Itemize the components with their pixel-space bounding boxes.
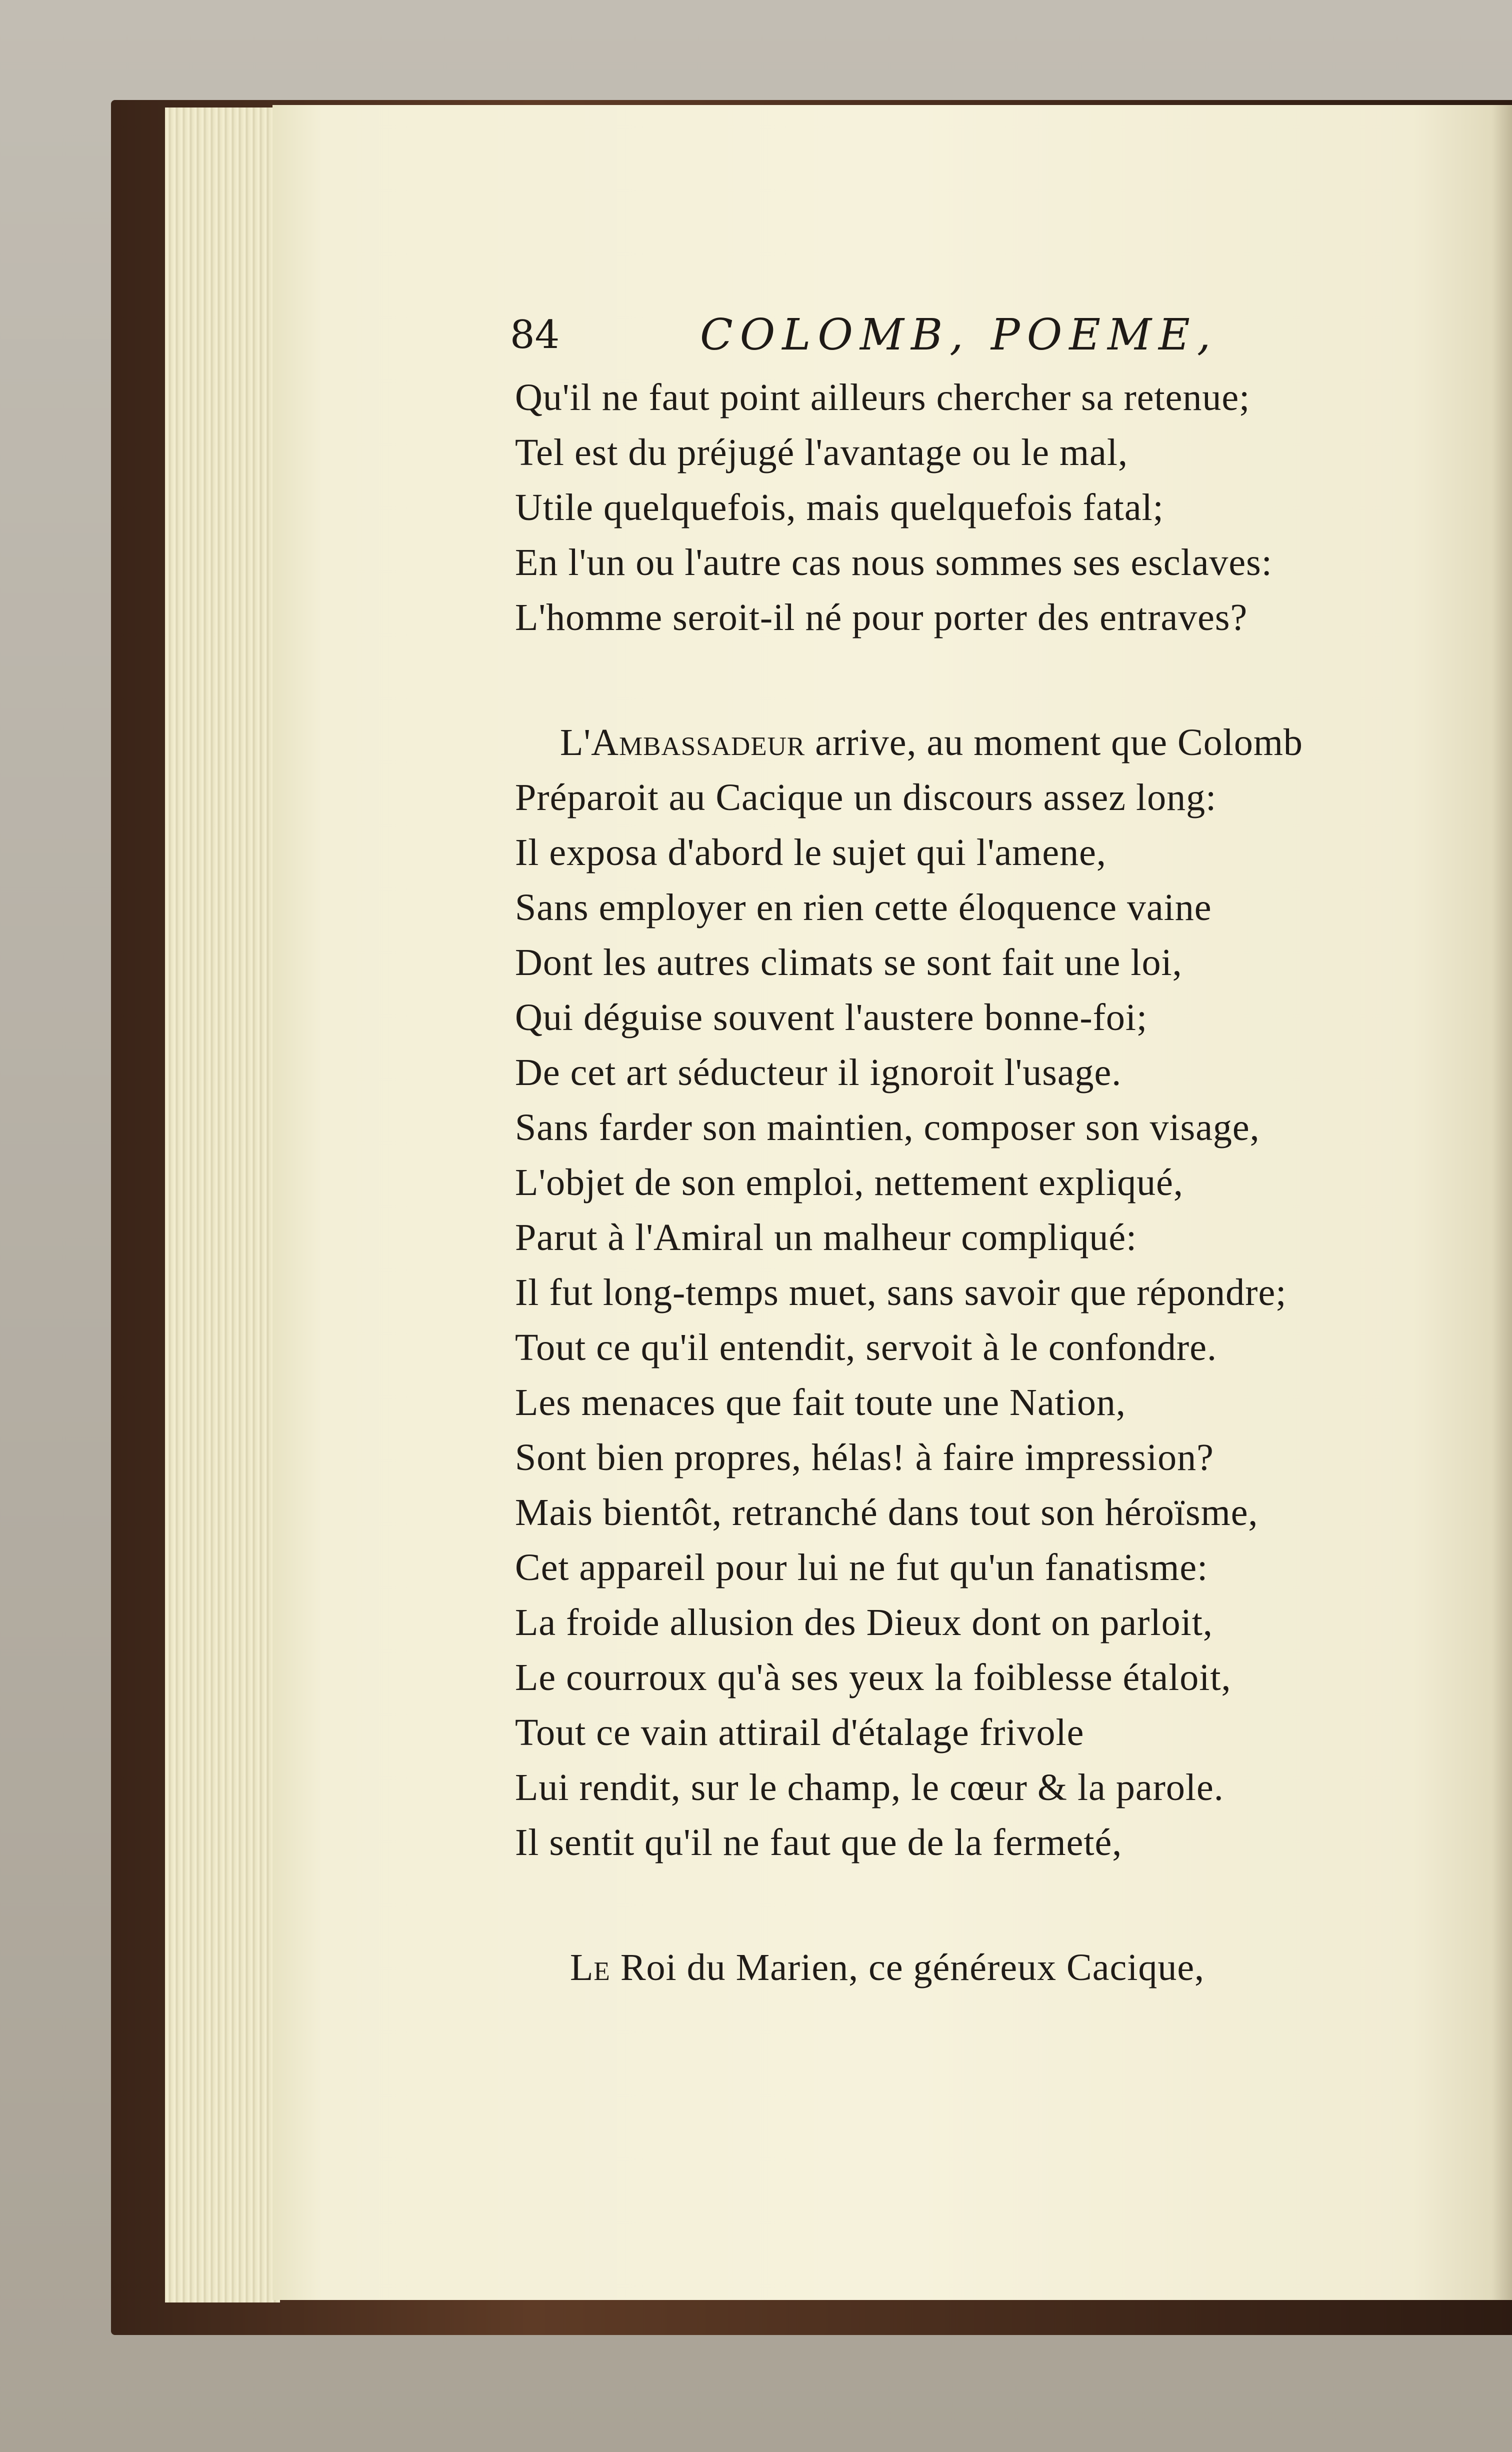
lead-word: Le xyxy=(570,1946,610,1988)
verse-line-lead xyxy=(515,715,1455,770)
stanza-3 xyxy=(515,1940,1455,1995)
page-header xyxy=(510,305,1360,365)
verse-line: Préparoit au Cacique un discours assez long: xyxy=(515,776,1217,818)
lead-rest: Roi du Marien, ce généreux Cacique, xyxy=(610,1946,1205,1988)
verse-line-lead xyxy=(515,1940,1455,1995)
verse-line: Il sentit qu'il ne faut que de la fermeté, xyxy=(515,1822,1122,1864)
lead-word: L'Ambassadeur xyxy=(560,722,806,764)
verse-line: Cet appareil pour lui ne fut qu'un fanatisme: xyxy=(515,1546,1208,1588)
gutter-shadow xyxy=(1492,105,1512,2300)
verse-line: Lui rendit, sur le champ, le cœur & la parole. xyxy=(515,1766,1224,1808)
page-edges xyxy=(165,108,280,2302)
verse-line: Dont les autres climats se sont fait une loi, xyxy=(515,942,1182,984)
lead-rest: arrive, au moment que Colomb xyxy=(805,722,1303,764)
poem-text xyxy=(515,370,1455,1995)
page-number: 84 xyxy=(510,312,560,358)
verse-line: L'objet de son emploi, nettement expliqué, xyxy=(515,1162,1184,1204)
verse-line: Parut à l'Amiral un malheur compliqué: xyxy=(515,1216,1138,1258)
verse-line: Tel est du préjugé l'avantage ou le mal, xyxy=(515,432,1128,474)
verse-line: Mais bientôt, retranché dans tout son héroïsme, xyxy=(515,1492,1258,1534)
verse-line: Utile quelquefois, mais quelquefois fatal; xyxy=(515,486,1164,528)
stanza-2 xyxy=(515,715,1455,1870)
verse-line: Les menaces que fait toute une Nation, xyxy=(515,1382,1126,1424)
stanza-break xyxy=(515,645,1455,715)
verse-line: Sans employer en rien cette éloquence vaine xyxy=(515,886,1212,928)
verse-line: Sont bien propres, hélas! à faire impression? xyxy=(515,1436,1214,1478)
verse-line: Qu'il ne faut point ailleurs chercher sa retenue; xyxy=(515,376,1250,418)
verse-line: En l'un ou l'autre cas nous sommes ses esclaves: xyxy=(515,542,1272,584)
verse-line: Tout ce qu'il entendit, servoit à le confondre. xyxy=(515,1326,1217,1368)
stanza-break xyxy=(515,1870,1455,1940)
verse-line: De cet art séducteur il ignoroit l'usage. xyxy=(515,1052,1122,1094)
verse-line: Qui déguise souvent l'austere bonne-foi; xyxy=(515,996,1148,1038)
running-title: COLOMB, POEME, xyxy=(700,310,1218,360)
verse-line: Tout ce vain attirail d'étalage frivole xyxy=(515,1712,1084,1754)
verse-line: Le courroux qu'à ses yeux la foiblesse étaloit, xyxy=(515,1656,1232,1698)
verse-line: Sans farder son maintien, composer son visage, xyxy=(515,1106,1260,1148)
verse-line: Il fut long-temps muet, sans savoir que répondre; xyxy=(515,1272,1287,1314)
stanza-1 xyxy=(515,370,1455,645)
verse-line: La froide allusion des Dieux dont on parloit, xyxy=(515,1602,1213,1644)
verse-line: L'homme seroit-il né pour porter des entraves? xyxy=(515,596,1248,638)
verse-line: Il exposa d'abord le sujet qui l'amene, xyxy=(515,832,1106,874)
